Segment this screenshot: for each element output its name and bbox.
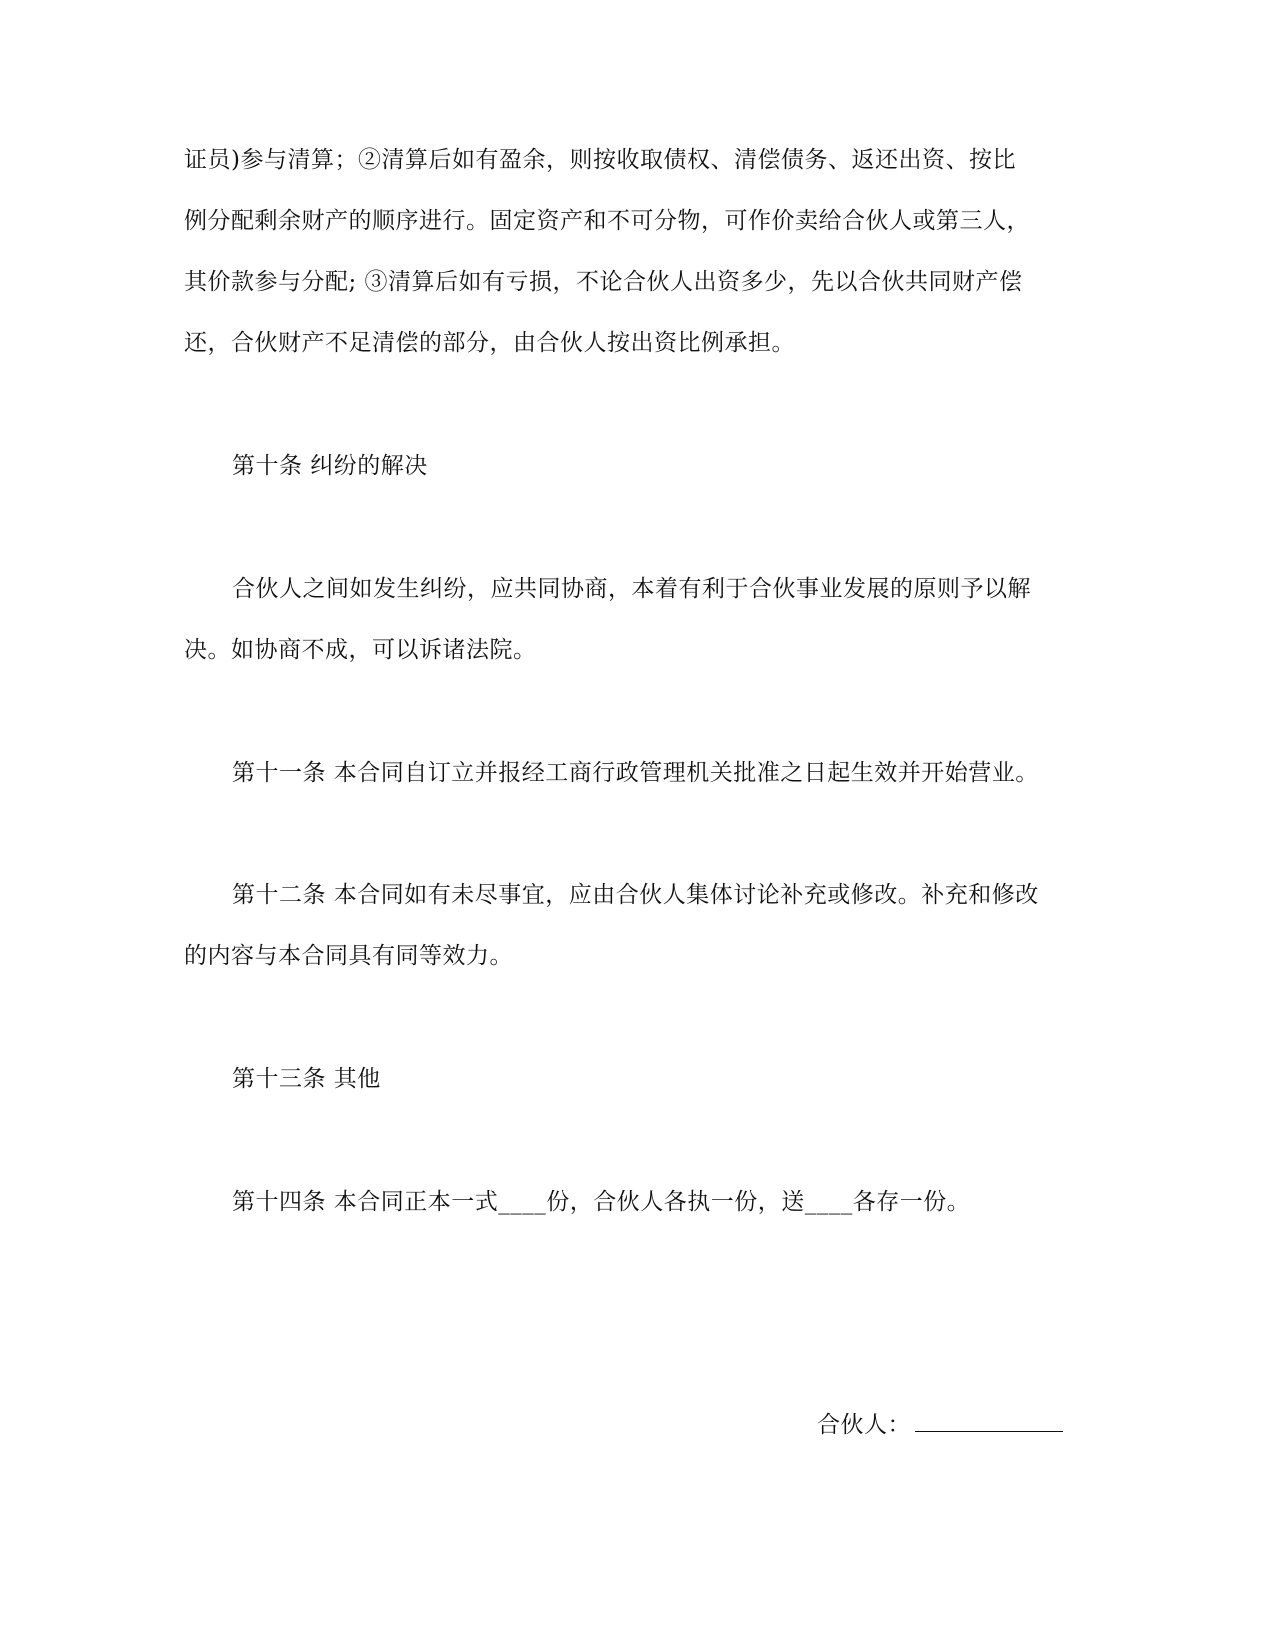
article-10-body-line-1: 合伙人之间如发生纠纷，应共同协商，本着有利于合伙事业发展的原则予以解 [232,576,1031,602]
liquidation-line-1: 证员)参与清算；②清算后如有盈余，则按收取债权、清偿债务、返还出资、按比 [184,147,1016,173]
liquidation-line-3: 其价款参与分配; ③清算后如有亏损，不论合伙人出资多少，先以合伙共同财产偿 [184,269,1023,295]
liquidation-line-2: 例分配剩余财产的顺序进行。固定资产和不可分物，可作价卖给合伙人或第三人， [184,208,1030,234]
signature-row [817,1410,1063,1440]
article-10-body-line-2: 决。如协商不成，可以诉诸法院。 [184,637,537,663]
signature-blank [915,1411,1063,1432]
article-11: 第十一条 本合同自订立并报经工商行政管理机关批准之日起生效并开始营业。 [232,760,1039,786]
liquidation-line-4: 还，合伙财产不足清偿的部分，由合伙人按出资比例承担。 [184,330,795,356]
signature-label: 合伙人： [817,1412,911,1438]
article-13: 第十三条 其他 [232,1066,381,1092]
article-10-heading: 第十条 纠纷的解决 [232,453,428,479]
article-12-line-1: 第十二条 本合同如有未尽事宜，应由合伙人集体讨论补充或修改。补充和修改 [232,882,1039,908]
article-14: 第十四条 本合同正本一式____份，合伙人各执一份，送____各存一份。 [232,1189,971,1215]
article-12-line-2: 的内容与本合同具有同等效力。 [184,943,513,969]
